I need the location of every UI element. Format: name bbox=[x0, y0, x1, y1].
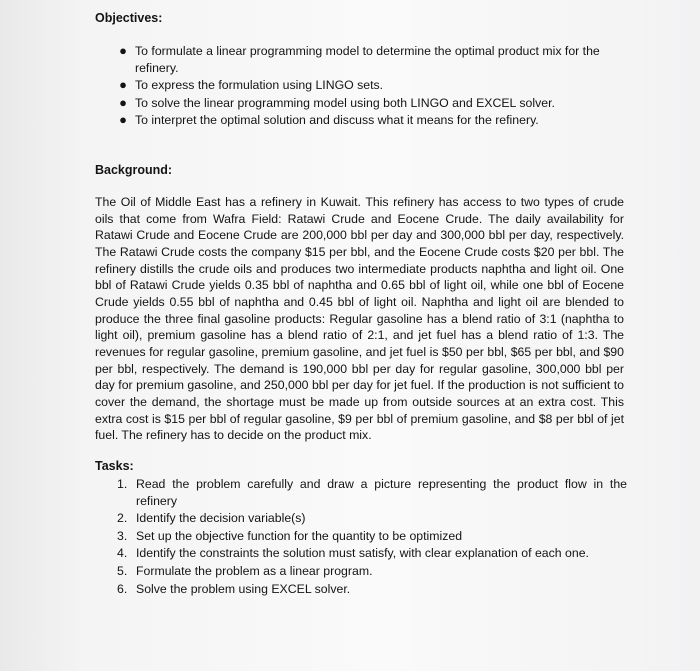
task-number: 1. bbox=[117, 477, 128, 491]
list-item bbox=[117, 510, 627, 527]
list-item bbox=[117, 563, 627, 580]
objective-text: To express the formulation using LINGO sets. bbox=[135, 78, 384, 93]
task-text: Read the problem carefully and draw a picture representing the product flow in the refinery bbox=[136, 477, 627, 508]
list-item bbox=[117, 476, 627, 509]
task-number: 3. bbox=[117, 528, 128, 543]
task-text: Formulate the problem as a linear program. bbox=[136, 563, 373, 578]
list-item bbox=[117, 581, 627, 598]
objective-text: To solve the linear programming model using both LINGO and EXCEL solver. bbox=[135, 95, 555, 110]
task-number: 6. bbox=[117, 581, 128, 596]
task-text: Solve the problem using EXCEL solver. bbox=[136, 581, 351, 596]
tasks-list bbox=[117, 476, 627, 598]
list-item bbox=[117, 77, 627, 94]
bullet-icon: ● bbox=[119, 77, 127, 93]
objective-text: To interpret the optimal solution and discuss what it means for the refinery. bbox=[135, 113, 539, 128]
task-text: Identify the constraints the solution must satisfy, with clear explanation of each one. bbox=[136, 546, 589, 561]
bullet-icon: ● bbox=[119, 94, 127, 110]
objectives-list bbox=[117, 43, 627, 130]
task-number: 2. bbox=[117, 511, 128, 526]
objective-text: To formulate a linear programming model to determine the optimal product mix for the refinery. bbox=[135, 44, 600, 75]
objectives-heading: Objectives: bbox=[95, 11, 163, 25]
task-number: 5. bbox=[117, 563, 128, 578]
task-text: Set up the objective function for the quantity to be optimized bbox=[136, 528, 463, 543]
bullet-icon: ● bbox=[119, 112, 127, 128]
list-item bbox=[117, 43, 627, 76]
background-heading: Background: bbox=[95, 163, 173, 177]
tasks-heading: Tasks: bbox=[95, 459, 134, 473]
bullet-icon: ● bbox=[119, 43, 127, 58]
list-item bbox=[117, 545, 627, 562]
background-paragraph: The Oil of Middle East has a refinery in Kuwait. This refinery has access to two types of crude oils that come from Wafra Field: Ratawi Crude and Eocene Crude. The daily availability for Ratawi Crude and Eocene Crude are 200,000 bbl per day and 300,000 bbl per day, respectively. The Ratawi Crude costs the company $15 per bbl, and the Eocene Crude costs $20 per bbl. The refinery distills the crude oils and produces two intermediate products naphtha and light oil. One bbl of Ratawi Crude yields 0.35 bbl of naphtha and 0.65 bbl of light oil, while one bbl of Eocene Crude yields 0.55 bbl of naphtha and 0.45 bbl of light oil. Naphtha and light oil are blended to produce the three final gasoline products: Regular gasoline has a blend ratio of 3:1 (naphtha to light oil), premium gasoline has a blend ratio of 2:1, and jet fuel has a blend ratio of 1:3. The revenues for regular gasoline, premium gasoline, and jet fuel is $50 per bbl, $65 per bbl, and $90 per bbl, respectively. The demand is 190,000 bbl per day for regular gasoline, 300,000 bbl per day for premium gasoline, and 250,000 bbl per day for jet fuel. If the production is not sufficient to cover the demand, the shortage must be made up from outside sources at an extra cost. This extra cost is $15 per bbl of regular gasoline, $9 per bbl of premium gasoline, and $8 per bbl of jet fuel. The refinery has to decide on the product mix. bbox=[95, 195, 624, 443]
task-number: 4. bbox=[117, 546, 128, 561]
list-item bbox=[117, 528, 627, 545]
list-item bbox=[117, 95, 627, 112]
list-item bbox=[117, 112, 627, 129]
task-text: Identify the decision variable(s) bbox=[136, 511, 306, 526]
